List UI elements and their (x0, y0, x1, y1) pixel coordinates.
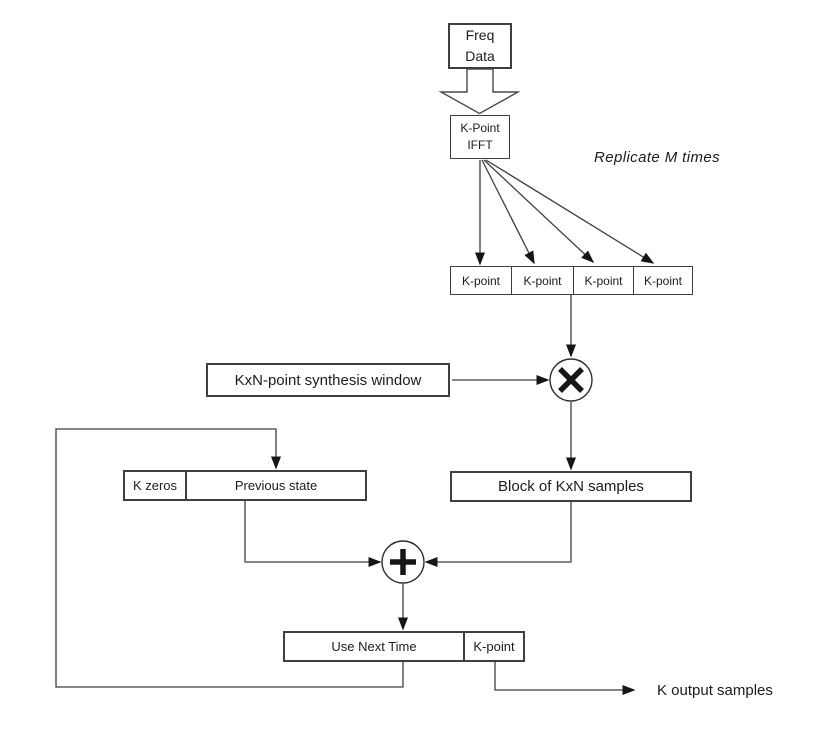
multiply-icon (550, 359, 592, 401)
fan-arrow-3 (484, 160, 593, 262)
ifft-line1: K-Point (460, 121, 500, 135)
synthesis-window-box: KxN-point synthesis window (206, 363, 450, 397)
use-next-time-cell: Use Next Time (331, 639, 417, 654)
fan-arrow-4 (486, 160, 653, 263)
kpoint-output-cell: K-point (463, 633, 523, 660)
k-zeros-cell: K zeros (132, 478, 178, 493)
block-to-adder-arrow (426, 502, 571, 562)
replicate-note: Replicate M times (594, 149, 721, 166)
ifft-line2: IFFT (467, 138, 493, 152)
add-icon (382, 541, 424, 583)
output-arrow (495, 662, 634, 690)
replicate-row (450, 266, 693, 295)
output-label: K output samples (657, 682, 773, 699)
state-to-adder-arrow (245, 501, 380, 562)
freq-data-line2: Data (465, 48, 495, 64)
replicate-cell-3: K-point (573, 267, 633, 294)
fan-arrow-2 (482, 160, 534, 263)
replicate-cell-1: K-point (461, 273, 501, 288)
ifft-box (450, 115, 510, 159)
previous-state-cell: Previous state (185, 472, 365, 499)
block-down-arrow-icon (441, 69, 518, 114)
next-time-box (283, 631, 525, 662)
state-box (123, 470, 367, 501)
block-samples-box: Block of KxN samples (450, 471, 692, 502)
freq-data-line1: Freq (465, 27, 495, 43)
replicate-cell-4: K-point (633, 267, 692, 294)
replicate-fan-arrows (480, 160, 653, 264)
freq-data-box (448, 23, 512, 69)
replicate-cell-2: K-point (511, 267, 573, 294)
